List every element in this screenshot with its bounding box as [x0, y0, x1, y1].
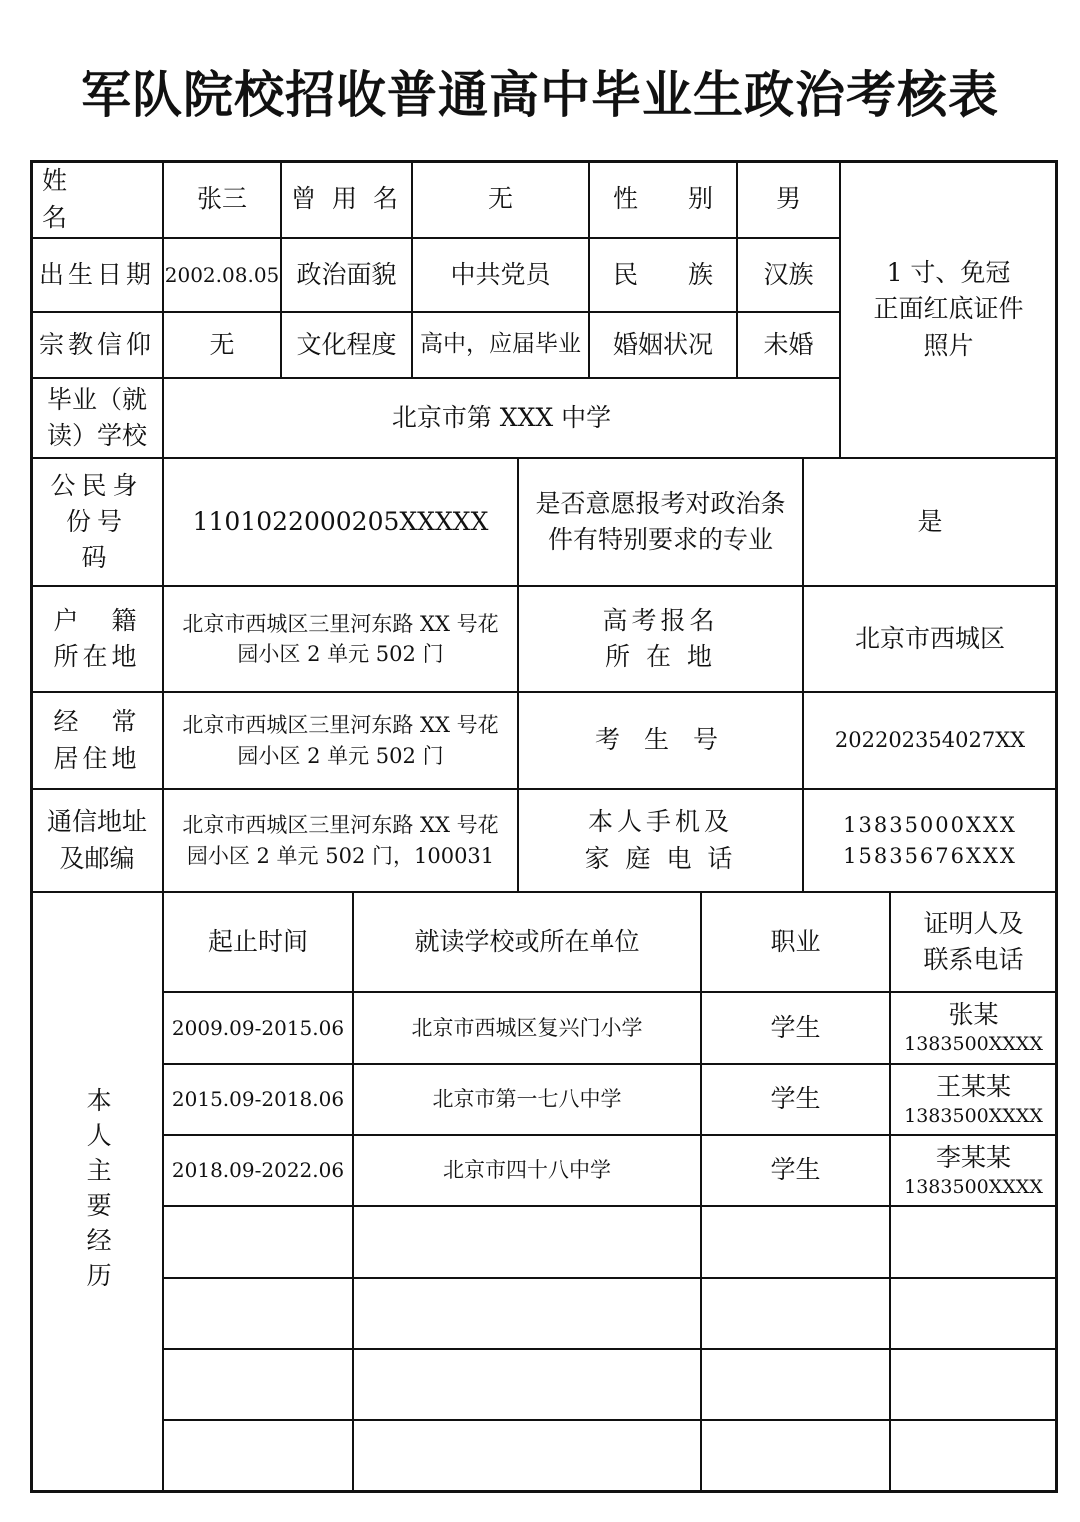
header-unit: 就读学校或所在单位 [353, 892, 701, 992]
value-ethnicity: 汉族 [737, 238, 840, 312]
history-row-1-witness [890, 992, 1057, 1064]
phone-value-1: 13835000XXX [843, 813, 1017, 838]
label-school: 毕业（就读）学校 [31, 378, 163, 458]
history-empty-cell[interactable] [353, 1349, 701, 1420]
value-exam-no: 202202354027XX [803, 692, 1057, 789]
phone-label-2: 家 庭 电 话 [584, 843, 737, 873]
value-former-name: 无 [412, 161, 589, 238]
header-period: 起止时间 [163, 892, 353, 992]
form-title: 军队院校招收普通高中毕业生政治考核表 [81, 66, 999, 124]
history-row-1-period: 2009.09-2015.06 [163, 992, 353, 1064]
history-row-2-occupation: 学生 [701, 1064, 890, 1135]
history-row-3-period: 2018.09-2022.06 [163, 1135, 353, 1206]
history-row-3-witness-name: 李某某 [935, 1142, 1011, 1172]
history-row-1-witness-name: 张某 [948, 1000, 999, 1030]
label-gender: 性 别 [589, 161, 737, 238]
mailing-line-1: 北京市西城区三里河东路 XX 号花 [182, 813, 499, 838]
history-row-3-witness-phone: 1383500XXXX [904, 1175, 1043, 1198]
household-line-1: 北京市西城区三里河东路 XX 号花 [182, 611, 499, 636]
value-special-major: 是 [803, 458, 1057, 586]
witness-label-1: 证明人及 [923, 908, 1024, 938]
history-row-2-witness-name: 王某某 [935, 1071, 1011, 1101]
history-empty-cell[interactable] [353, 1278, 701, 1349]
header-occupation: 职业 [701, 892, 890, 992]
history-empty-cell[interactable] [353, 1206, 701, 1278]
phone-value-2: 15835676XXX [843, 843, 1017, 868]
label-religion: 宗教信仰 [31, 312, 163, 378]
label-phone [518, 789, 803, 892]
exam-place-label-2: 所 在 地 [605, 642, 716, 671]
value-school: 北京市第 XXX 中学 [163, 378, 840, 458]
history-row-3-witness [890, 1135, 1057, 1206]
history-empty-cell[interactable] [163, 1349, 353, 1420]
value-name: 张三 [163, 161, 281, 238]
history-row-2-witness-phone: 1383500XXXX [904, 1104, 1043, 1127]
label-history [31, 892, 163, 1492]
mailing-line-2: 园小区 2 单元 502 门，100031 [186, 843, 495, 868]
value-id-number: 1101022000205XXXXX [163, 458, 518, 586]
label-name: 姓 名 [31, 161, 163, 238]
photo-note-3: 照片 [923, 330, 974, 360]
residence-line-1: 北京市西城区三里河东路 XX 号花 [182, 713, 499, 738]
label-exam-no: 考 生 号 [518, 692, 803, 789]
value-political-status: 中共党员 [412, 238, 589, 312]
label-political-status: 政治面貌 [281, 238, 412, 312]
history-empty-cell[interactable] [163, 1206, 353, 1278]
history-empty-cell[interactable] [890, 1349, 1057, 1420]
label-residence: 经 常居住地 [31, 692, 163, 789]
history-row-3-occupation: 学生 [701, 1135, 890, 1206]
history-row-3-unit: 北京市四十八中学 [353, 1135, 701, 1206]
value-residence [163, 692, 518, 789]
history-label-text: 本人主要经历 [83, 1087, 113, 1297]
value-household [163, 586, 518, 692]
value-exam-place: 北京市西城区 [803, 586, 1057, 692]
value-education: 高中，应届毕业 [412, 312, 589, 378]
exam-place-label-1: 高考报名 [602, 605, 719, 635]
history-row-1-unit: 北京市西城区复兴门小学 [353, 992, 701, 1064]
label-former-name: 曾 用 名 [281, 161, 412, 238]
photo-note-2: 正面红底证件 [873, 294, 1024, 324]
history-empty-cell[interactable] [890, 1206, 1057, 1278]
value-marital-status: 未婚 [737, 312, 840, 378]
label-exam-place [518, 586, 803, 692]
history-row-1-witness-phone: 1383500XXXX [904, 1033, 1043, 1056]
history-row-2-witness [890, 1064, 1057, 1135]
value-mailing [163, 789, 518, 892]
label-marital-status: 婚姻状况 [589, 312, 737, 378]
history-row-2-unit: 北京市第一七八中学 [353, 1064, 701, 1135]
label-household: 户 籍所在地 [31, 586, 163, 692]
value-religion: 无 [163, 312, 281, 378]
photo-note-1: 1 寸、免冠 [886, 258, 1011, 288]
photo-placeholder [840, 161, 1057, 458]
witness-label-2: 联系电话 [923, 945, 1024, 974]
history-empty-cell[interactable] [701, 1349, 890, 1420]
value-birth-date: 2002.08.05 [163, 238, 281, 312]
history-empty-cell[interactable] [701, 1278, 890, 1349]
history-row-2-period: 2015.09-2018.06 [163, 1064, 353, 1135]
value-phone [803, 789, 1057, 892]
history-empty-cell[interactable] [353, 1420, 701, 1492]
label-id-number: 公民身份号 码 [31, 458, 163, 586]
history-row-1-occupation: 学生 [701, 992, 890, 1064]
history-empty-cell[interactable] [890, 1420, 1057, 1492]
label-education: 文化程度 [281, 312, 412, 378]
residence-line-2: 园小区 2 单元 502 门 [237, 743, 444, 768]
label-special-major: 是否意愿报考对政治条件有特别要求的专业 [518, 458, 803, 586]
history-empty-cell[interactable] [163, 1420, 353, 1492]
phone-label-1: 本人手机及 [587, 807, 733, 837]
history-empty-cell[interactable] [701, 1206, 890, 1278]
label-mailing: 通信地址及邮编 [31, 789, 163, 892]
header-witness [890, 892, 1057, 992]
history-empty-cell[interactable] [163, 1278, 353, 1349]
history-empty-cell[interactable] [701, 1420, 890, 1492]
value-gender: 男 [737, 161, 840, 238]
label-birth-date: 出生日期 [31, 238, 163, 312]
history-empty-cell[interactable] [890, 1278, 1057, 1349]
label-ethnicity: 民 族 [589, 238, 737, 312]
household-line-2: 园小区 2 单元 502 门 [237, 642, 444, 666]
